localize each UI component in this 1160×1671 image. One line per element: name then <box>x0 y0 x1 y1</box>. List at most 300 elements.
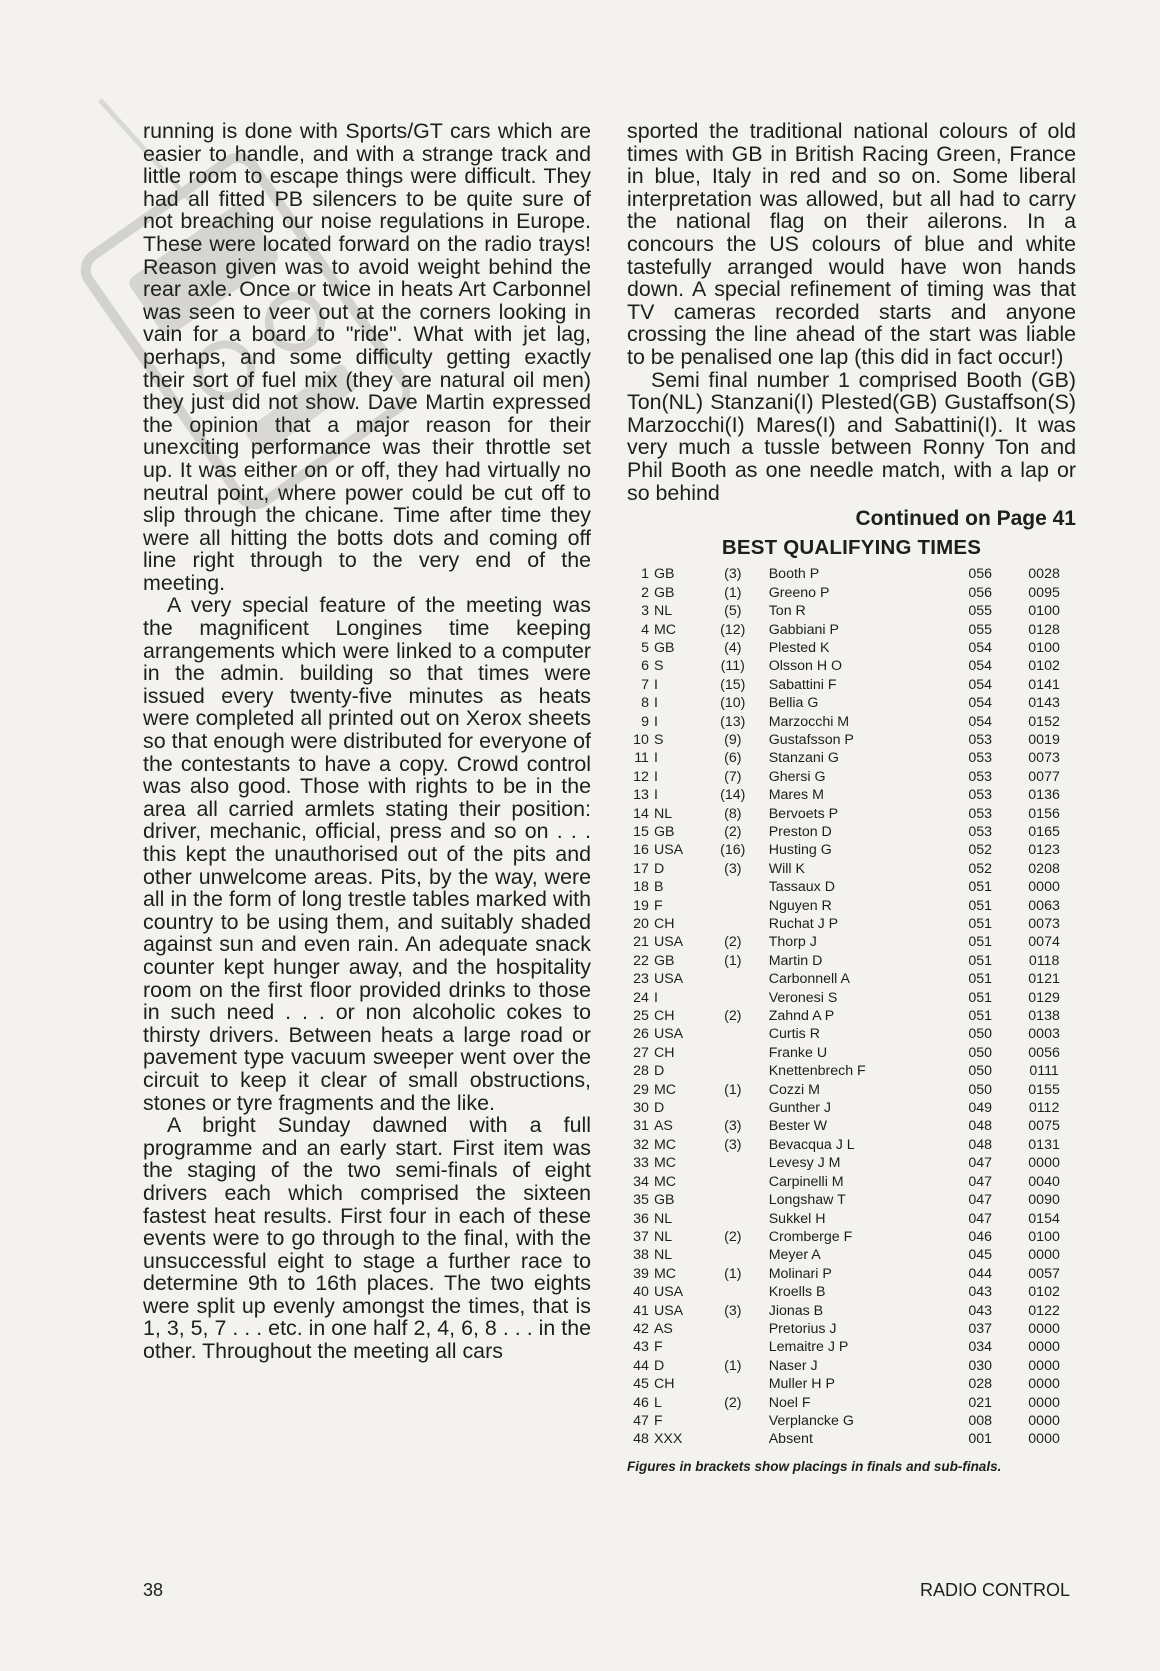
table-row <box>627 860 1076 878</box>
time-cell: 0122 <box>1028 1302 1060 1319</box>
driver-cell: Gunther J <box>768 1100 832 1117</box>
placing-cell <box>709 1025 757 1043</box>
laps-cell: 054 <box>968 713 993 730</box>
country-cell: I <box>653 676 658 693</box>
placing-cell: (4) <box>724 639 742 656</box>
country-cell: USA <box>653 842 684 859</box>
country-cell: AS <box>653 1320 673 1337</box>
time-cell: 0000 <box>1028 879 1060 896</box>
placing-cell <box>709 897 757 915</box>
country-cell: GB <box>653 952 675 969</box>
laps-cell: 028 <box>968 1376 993 1393</box>
table-row <box>627 878 1076 896</box>
placing-cell <box>709 878 757 896</box>
country-cell: USA <box>653 1026 684 1043</box>
table-row <box>627 1081 1076 1099</box>
time-cell: 0000 <box>1028 1357 1060 1374</box>
driver-cell: Mares M <box>768 787 824 804</box>
time-cell: 0112 <box>1028 1100 1060 1117</box>
laps-cell: 043 <box>968 1302 993 1319</box>
placing-cell: (3) <box>724 1136 742 1153</box>
position-cell: 42 <box>633 1320 649 1337</box>
position-cell: 36 <box>633 1210 649 1227</box>
time-cell: 0000 <box>1028 1339 1060 1356</box>
time-cell: 0074 <box>1028 934 1060 951</box>
placing-cell <box>709 970 757 988</box>
left-article-column <box>143 120 591 1363</box>
driver-cell: Ruchat J P <box>768 916 839 932</box>
placing-cell: (2) <box>724 1228 742 1245</box>
position-cell: 16 <box>633 842 649 859</box>
table-row <box>627 786 1076 804</box>
driver-cell: Marzocchi M <box>768 713 850 730</box>
position-cell: 17 <box>633 860 649 877</box>
laps-cell: 021 <box>968 1394 993 1411</box>
driver-cell: Booth P <box>768 566 820 583</box>
country-cell: GB <box>653 584 675 601</box>
table-row <box>627 565 1076 583</box>
laps-cell: 050 <box>968 1044 993 1061</box>
country-cell: F <box>653 1339 663 1356</box>
placing-cell <box>709 1338 757 1356</box>
driver-cell: Stanzani G <box>768 750 839 767</box>
table-row <box>627 989 1076 1007</box>
time-cell: 0136 <box>1028 787 1060 804</box>
position-cell: 10 <box>633 731 649 748</box>
laps-cell: 051 <box>968 934 993 951</box>
laps-cell: 056 <box>968 584 993 601</box>
time-cell: 0073 <box>1028 750 1060 767</box>
country-cell: D <box>653 1357 665 1374</box>
position-cell: 1 <box>641 566 649 583</box>
laps-cell: 054 <box>968 695 993 712</box>
laps-cell: 054 <box>968 639 993 656</box>
article-paragraph: running is done with Sports/GT cars which are easier to handle, and with a strange track and little room to escape things were difficult. They had all fitted PB silencers to be quite sure of not breaching our noise regulations in Europe. These were located forward on the radio trays! Reason given was to avoid weight behind the rear axle. Once or twice in heats Art Carbonnel was seen to veer out at the corners looking in vain for a board to "ride". What with jet lag, perhaps, and some difficulty getting exactly their sort of fuel mix (they are natural oil men) they just did not show. Dave Martin expressed the opinion that a major reason for their unexciting performance was their throttle set up. It was either on or off, they had virtually no neutral point, where power could be cut off to slip through the chicane. Time after time they were all hitting the botts dots and coming off line right through to the very end of the meeting. <box>143 119 591 595</box>
laps-cell: 034 <box>968 1339 993 1356</box>
right-article-column <box>627 120 1076 1476</box>
country-cell: B <box>653 879 664 896</box>
placing-cell <box>709 915 757 933</box>
driver-cell: Veronesi S <box>768 989 838 1006</box>
table-row <box>627 1136 1076 1154</box>
laps-cell: 045 <box>968 1247 993 1264</box>
country-cell: USA <box>653 934 684 951</box>
table-row <box>627 1007 1076 1025</box>
placing-cell: (2) <box>724 934 742 951</box>
placing-cell: (1) <box>724 1081 742 1098</box>
position-cell: 32 <box>633 1136 649 1153</box>
position-cell: 2 <box>641 584 649 601</box>
time-cell: 0100 <box>1028 1228 1060 1245</box>
driver-cell: Meyer A <box>768 1247 821 1264</box>
position-cell: 35 <box>633 1192 649 1209</box>
table-row <box>627 841 1076 859</box>
position-cell: 8 <box>641 695 649 712</box>
laps-cell: 050 <box>968 1063 993 1080</box>
table-row <box>627 639 1076 657</box>
laps-cell: 051 <box>968 952 993 969</box>
placing-cell: (9) <box>724 731 742 748</box>
driver-cell: Nguyen R <box>768 897 832 914</box>
time-cell: 0100 <box>1028 639 1060 656</box>
position-cell: 18 <box>633 879 649 896</box>
country-cell: CH <box>653 1044 675 1061</box>
table-row <box>627 657 1076 675</box>
laps-cell: 049 <box>968 1100 993 1117</box>
driver-cell: Jionas B <box>768 1302 824 1319</box>
placing-cell: (13) <box>720 713 746 730</box>
table-row <box>627 1246 1076 1264</box>
table-row <box>627 1320 1076 1338</box>
time-cell: 0138 <box>1028 1008 1060 1025</box>
position-cell: 22 <box>633 952 649 969</box>
driver-cell: Franke U <box>768 1044 828 1061</box>
table-row <box>627 1338 1076 1356</box>
table-row <box>627 1210 1076 1228</box>
country-cell: I <box>653 768 658 785</box>
driver-cell: Martin D <box>768 952 823 969</box>
position-cell: 20 <box>633 916 649 932</box>
country-cell: GB <box>653 566 675 583</box>
country-cell: F <box>653 897 663 914</box>
country-cell: GB <box>653 823 675 840</box>
placing-cell: (3) <box>724 1302 742 1319</box>
country-cell: NL <box>653 1210 673 1227</box>
table-row <box>627 584 1076 602</box>
driver-cell: Bester W <box>768 1118 828 1135</box>
laps-cell: 051 <box>968 1008 993 1025</box>
table-row <box>627 933 1076 951</box>
time-cell: 0155 <box>1028 1081 1060 1098</box>
country-cell: I <box>653 787 658 804</box>
time-cell: 0208 <box>1028 860 1060 877</box>
laps-cell: 052 <box>968 842 993 859</box>
country-cell: MC <box>653 1136 677 1153</box>
country-cell: CH <box>653 1376 675 1393</box>
laps-cell: 055 <box>968 621 993 638</box>
time-cell: 0000 <box>1028 1155 1060 1172</box>
table-row <box>627 1430 1076 1448</box>
laps-cell: 043 <box>968 1284 993 1301</box>
time-cell: 0121 <box>1028 971 1060 988</box>
driver-cell: Pretorius J <box>768 1320 837 1337</box>
driver-cell: Zahnd A P <box>768 1008 835 1025</box>
country-cell: GB <box>653 639 675 656</box>
placing-cell <box>709 1173 757 1191</box>
position-cell: 25 <box>633 1008 649 1025</box>
position-cell: 43 <box>633 1339 649 1356</box>
table-row <box>627 1173 1076 1191</box>
country-cell: MC <box>653 1081 677 1098</box>
placing-cell: (12) <box>720 621 746 638</box>
laps-cell: 048 <box>968 1136 993 1153</box>
driver-cell: Ghersi G <box>768 768 826 785</box>
table-row <box>627 897 1076 915</box>
article-paragraph: A bright Sunday dawned with a full programme and an early start. First item was the staging of the two semi-finals of eight drivers each which comprised the sixteen fastest heat results. First four in each of these events were to go through to the final, with the unsuccessful eight to stage a further race to determine 9th to 16th places. The two eights were split up evenly amongst the times, that is 1, 3, 5, 7 . . . etc. in one half 2, 4, 6, 8 . . . in the other. Throughout the meeting all cars <box>143 1113 591 1364</box>
position-cell: 40 <box>633 1284 649 1301</box>
position-cell: 15 <box>633 823 649 840</box>
table-title: BEST QUALIFYING TIMES <box>721 535 982 559</box>
article-paragraph: sported the traditional national colours of old times with GB in British Racing Green, France in blue, Italy in red and so on. Some liberal interpretation was allowed, but all had to carry the national flag on their ailerons. In a concours the US colours of blue and white tastefully arranged would have won hands down. A special refinement of timing was that TV cameras recorded starts and anyone crossing the line ahead of the start was liable to be penalised one lap (this did in fact occur!) <box>627 119 1076 369</box>
country-cell: L <box>653 1394 662 1411</box>
table-row <box>627 694 1076 712</box>
driver-cell: Greeno P <box>768 584 830 601</box>
time-cell: 0073 <box>1028 916 1060 932</box>
laps-cell: 052 <box>968 860 993 877</box>
time-cell: 0156 <box>1028 805 1060 822</box>
country-cell: XXX <box>653 1431 683 1448</box>
laps-cell: 053 <box>968 768 993 785</box>
laps-cell: 046 <box>968 1228 993 1245</box>
driver-cell: Noel F <box>768 1394 811 1411</box>
time-cell: 0095 <box>1028 584 1060 601</box>
table-row <box>627 713 1076 731</box>
country-cell: S <box>653 658 664 675</box>
placing-cell: (14) <box>720 787 746 804</box>
country-cell: NL <box>653 1247 673 1264</box>
laps-cell: 001 <box>968 1431 993 1448</box>
placing-cell <box>709 1412 757 1430</box>
time-cell: 0123 <box>1028 842 1060 859</box>
placing-cell <box>709 1154 757 1172</box>
placing-cell: (1) <box>724 584 742 601</box>
country-cell: NL <box>653 603 673 620</box>
table-row <box>627 823 1076 841</box>
table-row <box>627 970 1076 988</box>
table-row <box>627 1191 1076 1209</box>
country-cell: MC <box>653 621 677 638</box>
country-cell: I <box>653 750 658 767</box>
table-row <box>627 768 1076 786</box>
driver-cell: Cozzi M <box>768 1081 820 1098</box>
laps-cell: 047 <box>968 1155 993 1172</box>
placing-cell: (7) <box>724 768 742 785</box>
position-cell: 48 <box>633 1431 649 1448</box>
table-row <box>627 676 1076 694</box>
laps-cell: 055 <box>968 603 993 620</box>
page-number: 38 <box>143 1580 164 1600</box>
table-row <box>627 602 1076 620</box>
time-cell: 0102 <box>1028 1284 1060 1301</box>
position-cell: 37 <box>633 1228 649 1245</box>
laps-cell: 047 <box>968 1210 993 1227</box>
position-cell: 46 <box>633 1394 649 1411</box>
time-cell: 0165 <box>1028 823 1060 840</box>
qualifying-times-table <box>627 565 1076 1449</box>
driver-cell: Molinari P <box>768 1265 832 1282</box>
country-cell: USA <box>653 1302 684 1319</box>
driver-cell: Gustafsson P <box>768 731 854 748</box>
country-cell: USA <box>653 971 684 988</box>
driver-cell: Bellia G <box>768 695 819 712</box>
table-row <box>627 1265 1076 1283</box>
time-cell: 0040 <box>1028 1173 1060 1190</box>
driver-cell: Gabbiani P <box>768 621 839 638</box>
placing-cell <box>709 1375 757 1393</box>
table-row <box>627 731 1076 749</box>
position-cell: 47 <box>633 1412 649 1429</box>
laps-cell: 053 <box>968 805 993 822</box>
time-cell: 0000 <box>1028 1247 1060 1264</box>
time-cell: 0129 <box>1028 989 1060 1006</box>
placing-cell: (15) <box>720 676 746 693</box>
placing-cell: (10) <box>720 695 746 712</box>
driver-cell: Tassaux D <box>768 879 835 896</box>
laps-cell: 051 <box>968 971 993 988</box>
time-cell: 0100 <box>1028 603 1060 620</box>
time-cell: 0143 <box>1028 695 1060 712</box>
table-row <box>627 1044 1076 1062</box>
time-cell: 0057 <box>1028 1265 1060 1282</box>
country-cell: CH <box>653 916 675 932</box>
table-row <box>627 1302 1076 1320</box>
position-cell: 12 <box>633 768 649 785</box>
time-cell: 0028 <box>1028 566 1060 583</box>
table-row <box>627 1357 1076 1375</box>
position-cell: 23 <box>633 971 649 988</box>
placing-cell: (1) <box>724 952 742 969</box>
time-cell: 0003 <box>1028 1026 1060 1043</box>
driver-cell: Thorp J <box>768 934 817 951</box>
placing-cell: (3) <box>724 1118 742 1135</box>
driver-cell: Sabattini F <box>768 676 837 693</box>
placing-cell <box>709 1430 757 1448</box>
table-row <box>627 621 1076 639</box>
driver-cell: Bervoets P <box>768 805 839 822</box>
country-cell: F <box>653 1412 663 1429</box>
country-cell: I <box>653 713 658 730</box>
country-cell: D <box>653 1063 665 1080</box>
position-cell: 38 <box>633 1247 649 1264</box>
laps-cell: 051 <box>968 989 993 1006</box>
laps-cell: 048 <box>968 1118 993 1135</box>
time-cell: 0111 <box>1029 1063 1059 1080</box>
laps-cell: 030 <box>968 1357 993 1374</box>
driver-cell: Carbonnell A <box>768 971 850 988</box>
position-cell: 5 <box>641 639 649 656</box>
placing-cell <box>709 1283 757 1301</box>
laps-cell: 053 <box>968 731 993 748</box>
driver-cell: Plested K <box>768 639 830 656</box>
laps-cell: 056 <box>968 566 993 583</box>
time-cell: 0128 <box>1028 621 1060 638</box>
position-cell: 45 <box>633 1376 649 1393</box>
position-cell: 44 <box>633 1357 649 1374</box>
laps-cell: 050 <box>968 1026 993 1043</box>
placing-cell <box>709 989 757 1007</box>
time-cell: 0102 <box>1028 658 1060 675</box>
country-cell: I <box>653 695 658 712</box>
time-cell: 0118 <box>1028 952 1060 969</box>
driver-cell: Longshaw T <box>768 1192 846 1209</box>
driver-cell: Carpinelli M <box>768 1173 844 1190</box>
country-cell: MC <box>653 1155 677 1172</box>
time-cell: 0063 <box>1028 897 1060 914</box>
driver-cell: Naser J <box>768 1357 818 1374</box>
table-row <box>627 1394 1076 1412</box>
table-row <box>627 1154 1076 1172</box>
position-cell: 21 <box>633 934 649 951</box>
laps-cell: 047 <box>968 1192 993 1209</box>
placing-cell: (2) <box>724 823 742 840</box>
placing-cell <box>709 1246 757 1264</box>
table-row <box>627 1099 1076 1117</box>
placing-cell <box>709 1062 757 1080</box>
laps-cell: 053 <box>968 787 993 804</box>
table-row <box>627 1412 1076 1430</box>
country-cell: MC <box>653 1173 677 1190</box>
country-cell: CH <box>653 1008 675 1025</box>
placing-cell: (2) <box>724 1008 742 1025</box>
laps-cell: 008 <box>968 1412 993 1429</box>
position-cell: 33 <box>633 1155 649 1172</box>
position-cell: 41 <box>633 1302 649 1319</box>
time-cell: 0090 <box>1028 1192 1060 1209</box>
position-cell: 7 <box>641 676 649 693</box>
placing-cell: (1) <box>724 1357 742 1374</box>
table-row <box>627 1375 1076 1393</box>
driver-cell: Kroells B <box>768 1284 826 1301</box>
laps-cell: 051 <box>968 879 993 896</box>
country-cell: NL <box>653 1228 673 1245</box>
placing-cell <box>709 1210 757 1228</box>
country-cell: NL <box>653 805 673 822</box>
table-row <box>627 952 1076 970</box>
position-cell: 9 <box>641 713 649 730</box>
placing-cell: (8) <box>724 805 742 822</box>
position-cell: 11 <box>634 750 649 767</box>
time-cell: 0141 <box>1028 676 1060 693</box>
position-cell: 6 <box>641 658 649 675</box>
placing-cell: (6) <box>724 750 742 767</box>
time-cell: 0000 <box>1028 1320 1060 1337</box>
laps-cell: 054 <box>968 676 993 693</box>
position-cell: 4 <box>641 621 649 638</box>
laps-cell: 051 <box>968 916 993 932</box>
position-cell: 19 <box>633 897 649 914</box>
laps-cell: 053 <box>968 750 993 767</box>
country-cell: USA <box>653 1284 684 1301</box>
driver-cell: Levesy J M <box>768 1155 841 1172</box>
position-cell: 28 <box>633 1063 649 1080</box>
time-cell: 0000 <box>1028 1376 1060 1393</box>
time-cell: 0000 <box>1028 1431 1060 1448</box>
position-cell: 3 <box>641 603 649 620</box>
placing-cell: (16) <box>720 842 746 859</box>
time-cell: 0075 <box>1028 1118 1060 1135</box>
time-cell: 0019 <box>1028 731 1060 748</box>
table-row <box>627 915 1076 933</box>
laps-cell: 044 <box>968 1265 993 1282</box>
magazine-name: RADIO CONTROL <box>919 1580 1070 1600</box>
placing-cell: (1) <box>724 1265 742 1282</box>
country-cell: AS <box>653 1118 673 1135</box>
driver-cell: Cromberge F <box>768 1228 853 1245</box>
placing-cell: (3) <box>724 860 742 877</box>
placing-cell: (3) <box>724 566 742 583</box>
table-row <box>627 1062 1076 1080</box>
laps-cell: 053 <box>968 823 993 840</box>
driver-cell: Sukkel H <box>768 1210 826 1227</box>
time-cell: 0000 <box>1028 1394 1060 1411</box>
laps-cell: 037 <box>968 1320 993 1337</box>
placing-cell <box>709 1320 757 1338</box>
driver-cell: Absent <box>768 1431 813 1448</box>
driver-cell: Olsson H O <box>768 658 843 675</box>
placing-cell: (5) <box>724 603 742 620</box>
article-paragraph: A very special feature of the meeting was the magnificent Longines time keeping arrangements which were linked to a computer in the admin. building so that times were issued every twenty-five minutes as heats were completed all printed out on Xerox sheets so that enough were distributed for everyone of the contestants to have a copy. Crowd control was also good. Those with rights to be in the area all carried armlets stating their position: driver, mechanic, official, press and so on . . . this kept the unauthorised out of the pits and other unwelcome areas. Pits, by the way, were all in the form of long trestle tables marked with country to be using them, and suitably shaded against sun and even rain. An adequate snack counter kept hunger away, and the hospitality room on the first floor provided drinks to those in such need . . . or non alcoholic cokes to thirsty drivers. Between heats a large road or pavement type vacuum sweeper went over the circuit to keep it clear of small obstructions, stones or tyre fragments and the like. <box>143 593 591 1115</box>
driver-cell: Lemaitre J P <box>768 1339 849 1356</box>
